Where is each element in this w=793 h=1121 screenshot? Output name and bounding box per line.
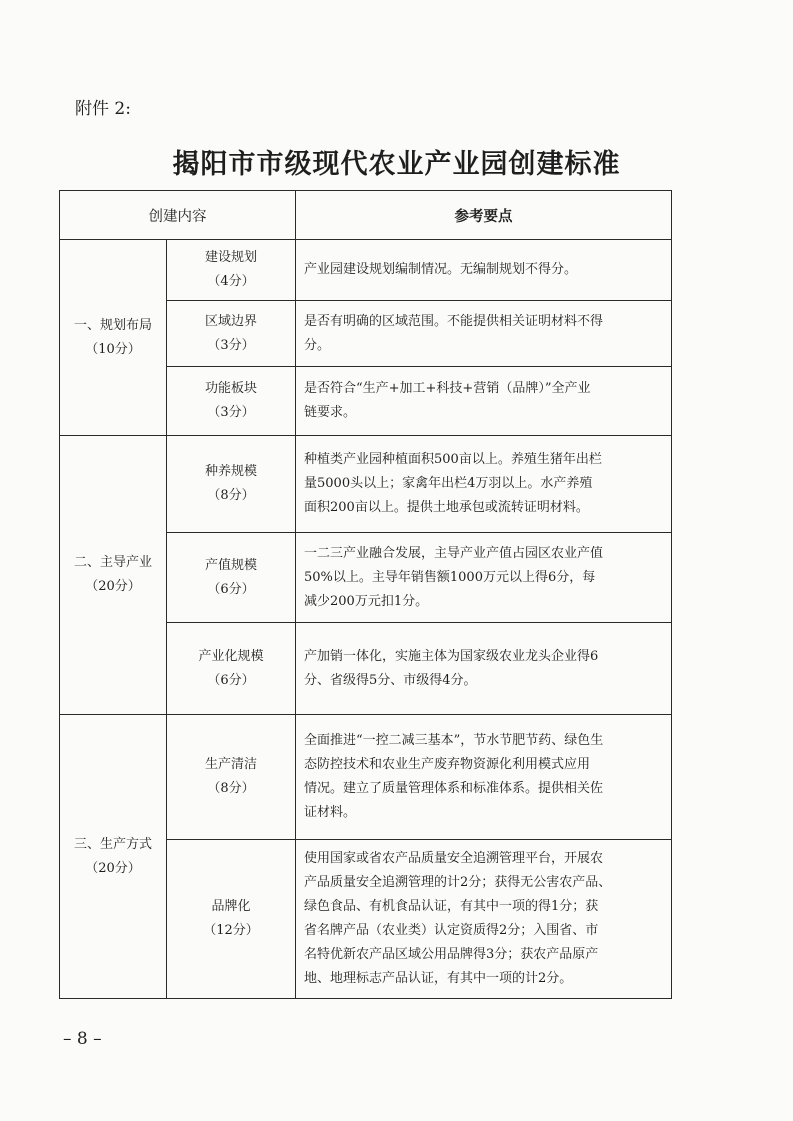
page-title: 揭阳市市级现代农业产业园创建标准 [172,149,621,180]
points-line: 50%以上。主导年销售额1000万元以上得6分，每 [304,569,596,585]
item-name: 功能板块 [204,381,257,396]
points-line: 产业园建设规划编制情况。无编制规划不得分。 [304,262,578,277]
points-line: 分。 [304,337,331,353]
points-cell [296,623,672,715]
item-cell [167,840,296,999]
criteria-table [59,190,672,999]
points-cell [296,533,672,623]
item-cell [167,533,296,623]
section-cell [60,436,167,715]
item-score: （12分） [203,923,259,938]
points-line: 链要求。 [304,405,357,420]
section-score: （10分） [85,341,141,357]
item-name: 产业化规模 [198,648,264,664]
points-line: 名特优新农产品区域公用品牌得3分；获农产品原产 [304,947,599,962]
points-line: 绿色食品、有机食品认证，有其中一项的得1分；获 [304,899,599,914]
points-line: 是否符合“生产+加工+科技+营销（品牌）”全产业 [304,381,591,396]
points-line: 全面推进“一控二减三基本”，节水节肥节药、绿色生 [304,733,604,748]
item-cell [167,367,296,436]
section-cell [60,715,167,999]
attachment-label: 附件 2: [75,99,131,119]
points-line: 情况。建立了质量管理体系和标准体系。提供相关佐 [304,781,604,796]
item-score: （3分） [207,337,255,353]
points-line: 地、地理标志产品认证，有其中一项的计2分。 [304,971,573,986]
section-name: 二、主导产业 [73,555,152,570]
points-line: 产品质量安全追溯管理的计2分；获得无公害农产品、 [304,875,612,890]
item-cell [167,623,296,715]
item-name: 建设规划 [204,250,257,265]
points-line: 态防控技术和农业生产废弃物资源化利用模式应用 [304,757,591,772]
table-header-row [60,191,672,240]
item-name: 生产清洁 [204,757,257,772]
item-cell [167,301,296,367]
points-cell [296,367,672,436]
points-line: 减少200万元扣1分。 [304,593,429,609]
points-cell [296,240,672,301]
points-line: 证材料。 [304,805,357,820]
header-content: 创建内容 [60,191,296,240]
item-cell [167,240,296,301]
table-row [60,715,672,840]
item-cell [167,715,296,840]
points-line: 产加销一体化，实施主体为国家级农业龙头企业得6 [304,648,599,664]
item-name: 品牌化 [211,899,251,914]
item-name: 产值规模 [204,557,257,573]
points-cell [296,436,672,533]
points-line: 省名牌产品（农业类）认定资质得2分；入围省、市 [304,923,599,938]
points-line: 面积200亩以上。提供土地承包或流转证明材料。 [304,500,589,515]
points-line: 使用国家或省农产品质量安全追溯管理平台，开展农 [304,851,604,866]
section-cell [60,240,167,436]
item-score: （3分） [207,405,255,420]
item-score: （6分） [207,672,255,688]
header-points: 参考要点 [296,191,672,240]
section-score: （20分） [85,860,141,876]
item-name: 种养规模 [204,464,257,479]
page-number: – 8 – [63,1029,102,1049]
item-score: （6分） [207,581,255,597]
table-row [60,240,672,301]
item-score: （8分） [207,781,255,796]
points-line: 量5000头以上；家禽年出栏4万羽以上。水产养殖 [304,476,593,491]
section-name: 三、生产方式 [73,836,152,852]
points-cell [296,301,672,367]
item-score: （8分） [207,488,255,503]
points-cell [296,715,672,840]
section-name: 一、规划布局 [73,317,152,333]
points-line: 种植类产业园种植面积500亩以上。养殖生猪年出栏 [304,452,602,467]
item-cell [167,436,296,533]
points-line: 是否有明确的区域范围。不能提供相关证明材料不得 [304,313,604,329]
item-score: （4分） [207,274,255,289]
table-row [60,436,672,533]
points-line: 一二三产业融合发展，主导产业产值占园区农业产值 [304,545,604,561]
item-name: 区域边界 [204,313,257,329]
points-line: 分、省级得5分、市级得4分。 [304,672,477,688]
points-cell [296,840,672,999]
section-score: （20分） [85,579,141,594]
